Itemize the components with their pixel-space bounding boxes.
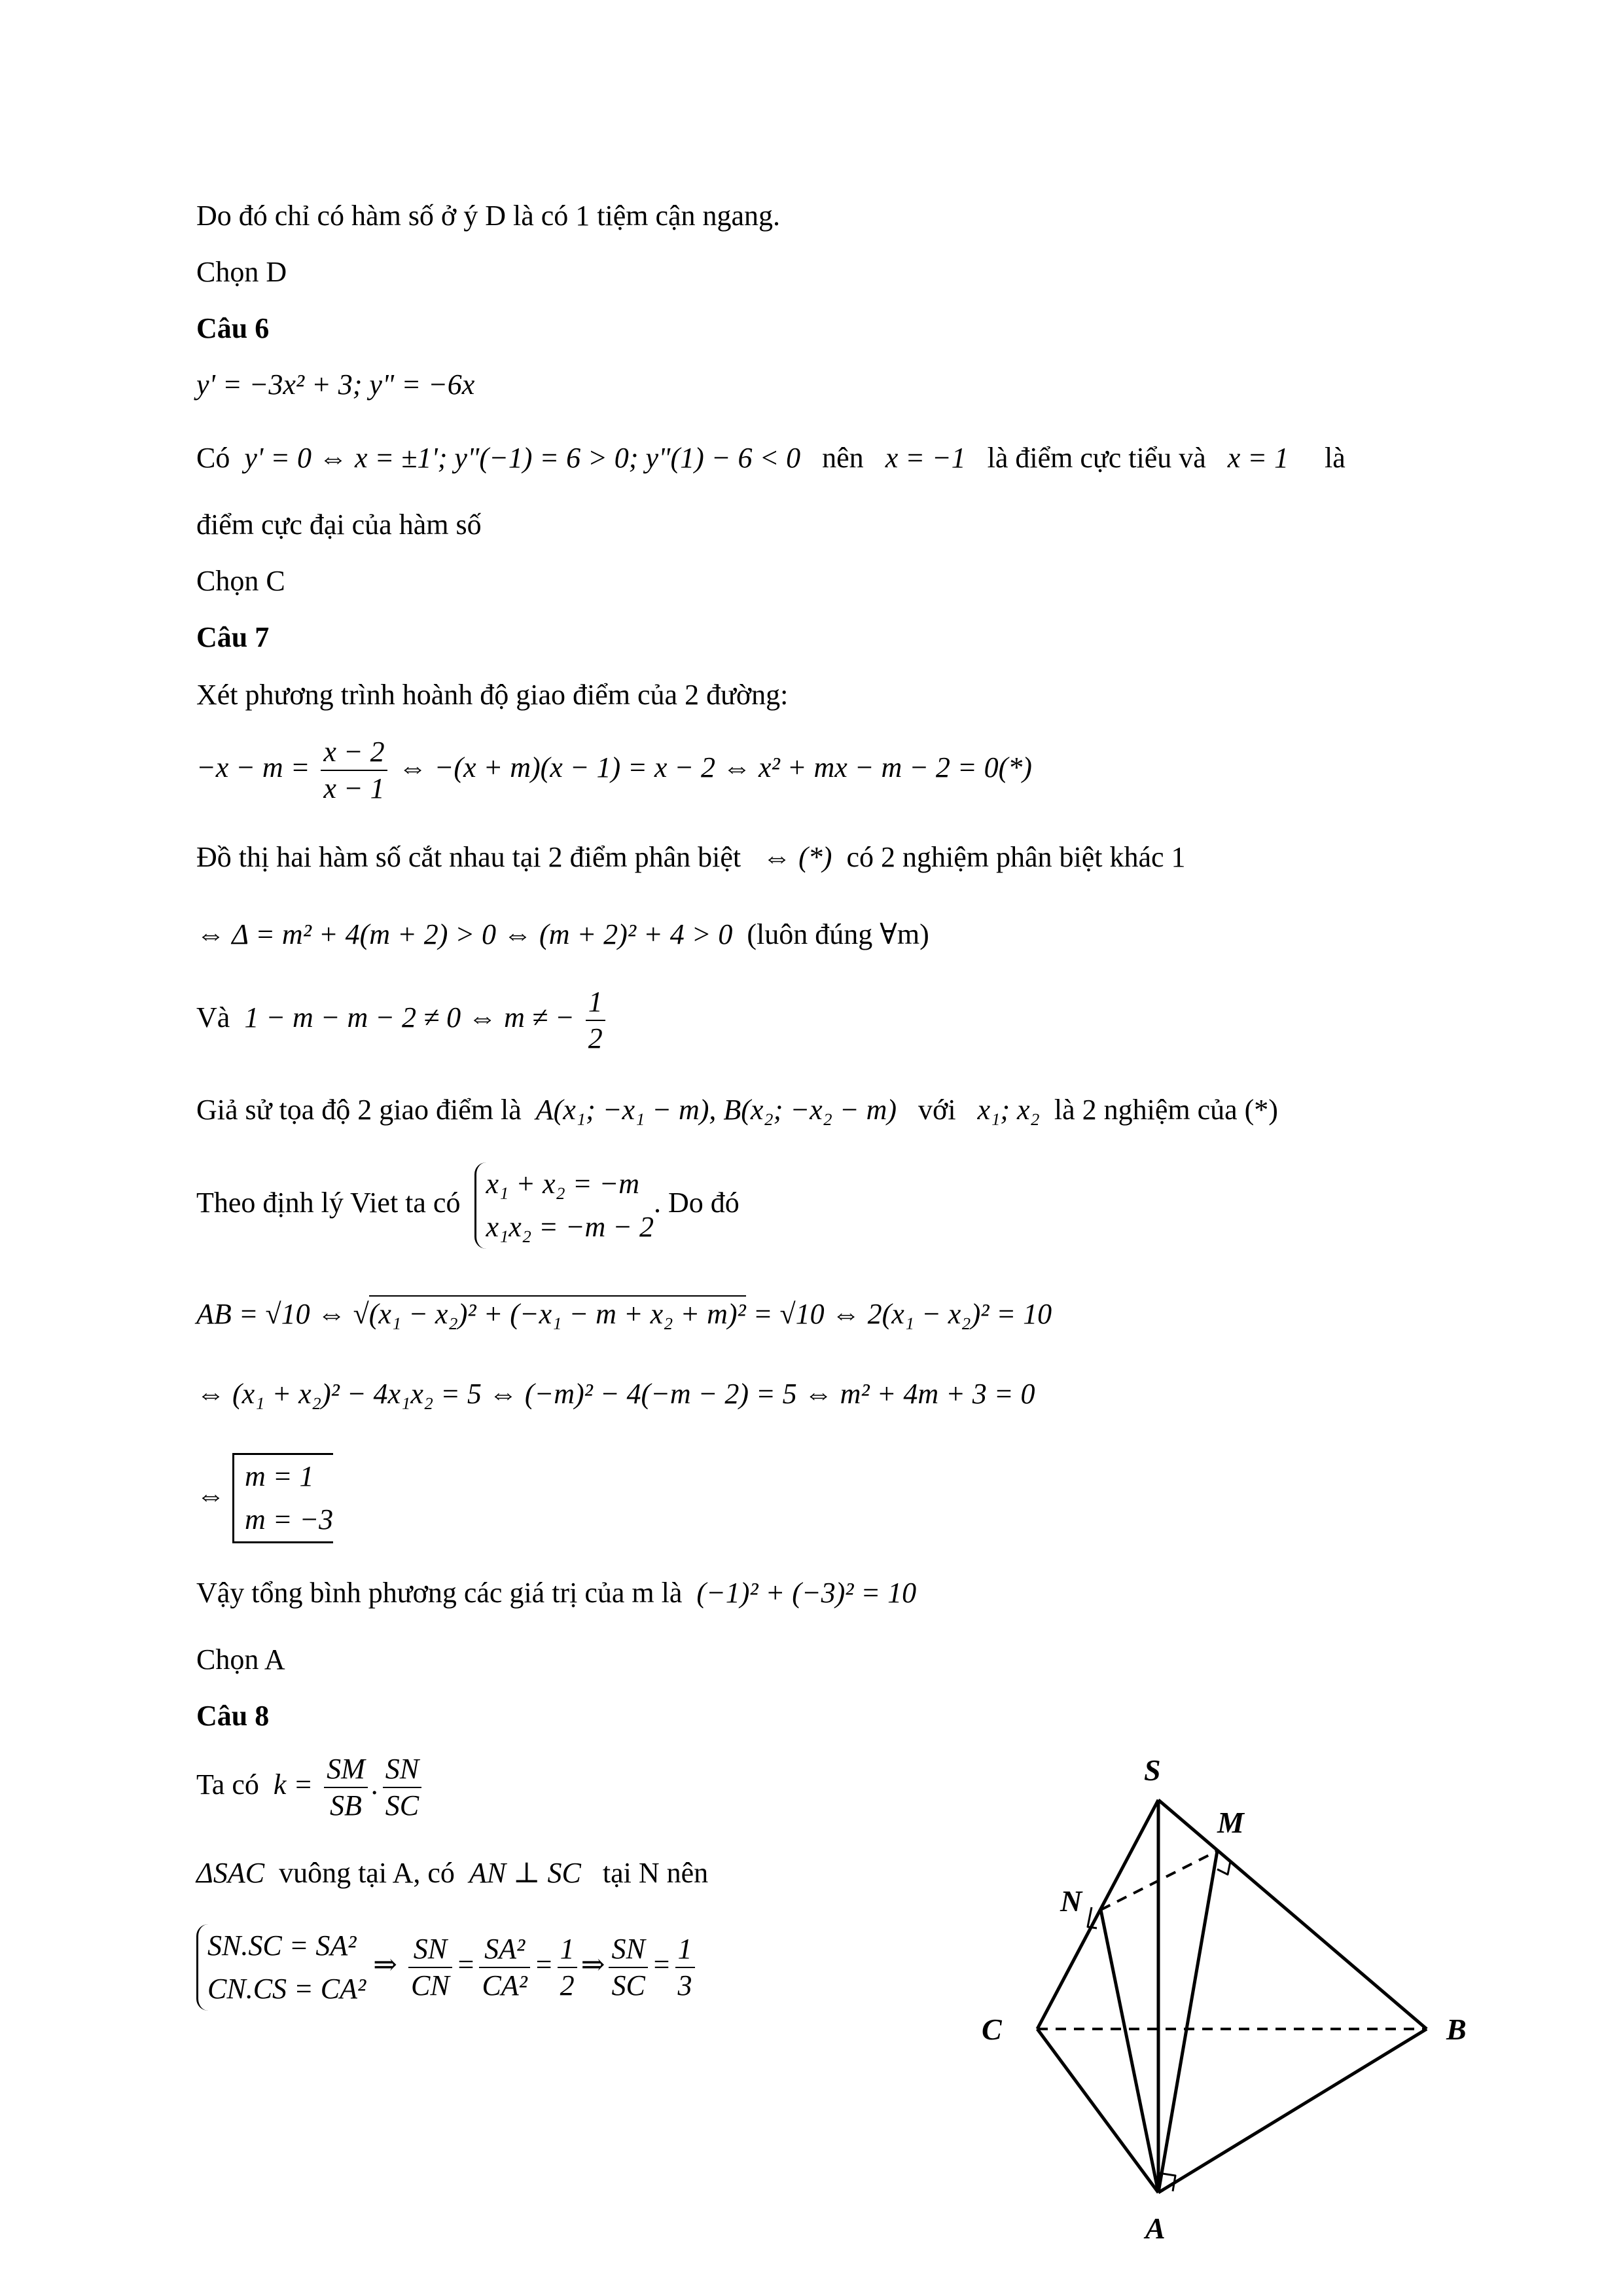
q7-l7-m2: = √10 ⇔ 2(x₁ − x₂)² = 10	[753, 1298, 1052, 1330]
q7-title: Câu 7	[196, 621, 270, 653]
q7-sol-a: m = 1	[245, 1460, 314, 1492]
q7-l6-text: Theo định lý Viet ta có	[196, 1187, 461, 1219]
q8-den-sc: SC	[385, 1789, 419, 1821]
segment-am	[1158, 1851, 1217, 2193]
q8-frac-sn-sc-result	[609, 1931, 647, 2003]
q8-line2	[196, 1854, 708, 1893]
q7-line3	[196, 915, 929, 954]
q8-r-n3: 1	[558, 1931, 577, 1968]
q7-line5	[196, 1090, 1278, 1130]
q6-l1-m3: x = 1	[1227, 442, 1289, 474]
q8-r-n2: SA²	[479, 1931, 529, 1968]
q7-l6-text2: . Do đó	[653, 1187, 740, 1219]
q8-frac-half	[558, 1931, 577, 2003]
q8-r-n4: SN	[609, 1931, 647, 1968]
q7-eq1-rhs: ⇔ −(x + m)(x − 1) = x − 2 ⇔ x² + mx − m − 2 = 0(*)	[398, 751, 1032, 784]
q7-solution-bracket	[232, 1453, 333, 1543]
pyramid-figure	[969, 1741, 1505, 2251]
q7-l4-fraction	[586, 984, 605, 1056]
q7-eq1-fraction	[321, 734, 387, 806]
q6-l1-text3: là	[1325, 442, 1346, 474]
q8-num-sn: SN	[383, 1751, 421, 1788]
q7-l2-text2: có 2 nghiệm phân biệt khác 1	[846, 841, 1186, 873]
q7-l10-text: Vậy tổng bình phương các giá trị của m là	[196, 1577, 683, 1609]
intro-text: Do đó chỉ có hàm số ở ý D là có 1 tiệm cận ngang.	[196, 200, 781, 232]
q8-r-d4: SC	[611, 1969, 645, 2001]
q6-l1-text1: nên	[822, 442, 864, 474]
q7-l7-m1: AB = √10 ⇔	[196, 1298, 346, 1330]
label-c: C	[982, 2013, 1002, 2046]
q8-num-sm: SM	[324, 1751, 368, 1788]
q8-eq-1: =	[455, 1948, 476, 1981]
q6-l1-m2: x = −1	[885, 442, 966, 474]
q8-r-n1: SN	[408, 1931, 452, 1968]
q7-l10-math: (−1)² + (−3)² = 10	[696, 1577, 917, 1609]
q7-line6	[196, 1162, 740, 1249]
q7-l8-math: ⇔ (x₁ + x₂)² − 4x₁x₂ = 5 ⇔ (−m)² − 4(−m − 2) = 5 ⇔ m² + 4m + 3 = 0	[196, 1378, 1035, 1410]
q8-line3	[196, 1924, 699, 2011]
q8-title: Câu 8	[196, 1700, 270, 1732]
q7-viet-2: x₁x₂ = −m − 2	[486, 1211, 654, 1243]
q7-eq1-num: x − 2	[321, 734, 387, 771]
q8-r-d3: 2	[560, 1969, 575, 2001]
q7-l9-pre: ⇔	[196, 1479, 225, 1512]
q6-answer: Chọn C	[196, 565, 285, 597]
q8-den-sb: SB	[329, 1789, 362, 1821]
q7-l5-text: Giả sử tọa độ 2 giao điểm là	[196, 1094, 522, 1126]
q6-l1-text2: là điểm cực tiểu và	[987, 442, 1206, 474]
q8-l2-text2: tại N nên	[602, 1857, 709, 1889]
label-a: A	[1145, 2212, 1166, 2245]
q8-l2-m2: AN ⊥ SC	[469, 1857, 581, 1889]
q7-line1: Xét phương trình hoành độ giao điểm của 2 đường:	[196, 679, 789, 711]
q7-l2-math: ⇔ (*)	[762, 841, 832, 873]
q8-frac-sn-cn	[408, 1931, 452, 2003]
q6-title: Câu 6	[196, 312, 270, 344]
q8-r-d2: CA²	[482, 1969, 527, 2001]
q8-system	[196, 1924, 366, 2011]
q7-l5-math: A(x₁; −x₁ − m), B(x₂; −x₂ − m)	[535, 1094, 897, 1126]
label-n: N	[1060, 1884, 1082, 1918]
q7-equation1	[196, 734, 1032, 806]
q8-arrow-1: ⇒	[373, 1948, 398, 1981]
q6-l1-pre: Có	[196, 442, 230, 474]
q8-l1-text: Ta có	[196, 1768, 259, 1801]
q8-sys-1: SN.SC = SA²	[207, 1929, 357, 1962]
q7-line4	[196, 984, 609, 1056]
edge-sc	[1037, 1800, 1158, 2029]
q6-line1	[196, 439, 1346, 478]
q6-l1-math: y' = 0 ⇔ x = ±1'; y"(−1) = 6 > 0; y"(1) − 6 < 0	[244, 442, 801, 474]
dot-operator: .	[371, 1768, 379, 1801]
q7-l4-math: 1 − m − m − 2 ≠ 0 ⇔ m ≠ −	[244, 1001, 575, 1034]
q7-line7	[196, 1295, 1052, 1334]
q7-l3-math: ⇔ Δ = m² + 4(m + 2) > 0 ⇔ (m + 2)² + 4 > 0	[196, 918, 733, 950]
q8-frac-sm-sb	[324, 1751, 368, 1823]
q8-r-n5: 1	[675, 1931, 695, 1968]
q6-derivative: y' = −3x² + 3; y" = −6x	[196, 368, 475, 401]
q7-viet-1: x₁ + x₂ = −m	[486, 1168, 639, 1200]
q8-frac-sa-ca	[479, 1931, 529, 2003]
q7-l7-root: (x₁ − x₂)² + (−x₁ − m + x₂ + m)²	[369, 1295, 746, 1330]
q8-sys-2: CN.CS = CA²	[207, 1973, 366, 2005]
q7-line2	[196, 838, 1186, 877]
q7-answer: Chọn A	[196, 1643, 285, 1676]
q8-l2-math: ΔSAC	[196, 1857, 265, 1889]
q8-frac-sn-sc	[383, 1751, 421, 1823]
q7-line10	[196, 1573, 916, 1613]
q7-l4-den: 2	[588, 1022, 603, 1054]
q8-line1	[196, 1751, 425, 1823]
q7-line9	[196, 1453, 333, 1543]
label-s: S	[1144, 1753, 1161, 1787]
q7-viet-system	[474, 1162, 654, 1249]
q7-sol-b: m = −3	[245, 1503, 334, 1535]
q7-l5-text2: với	[918, 1094, 956, 1126]
label-b: B	[1446, 2013, 1467, 2046]
q7-l5-m2: x₁; x₂	[977, 1094, 1040, 1126]
q7-l3-text: (luôn đúng ∀m)	[747, 918, 929, 950]
q8-eq-2: =	[533, 1948, 554, 1981]
q7-line8	[196, 1374, 1035, 1414]
q7-l4-num: 1	[586, 984, 605, 1021]
q8-l2-text: vuông tại A, có	[279, 1857, 455, 1889]
q7-eq1-lhs: −x − m =	[196, 751, 310, 784]
edge-ab	[1158, 2029, 1427, 2193]
q8-frac-third	[675, 1931, 695, 2003]
label-m: M	[1217, 1806, 1244, 1839]
q8-eq-3: =	[651, 1948, 671, 1981]
edge-sb	[1158, 1800, 1427, 2029]
right-angle-m	[1217, 1861, 1230, 1874]
q7-l2-text: Đồ thị hai hàm số cắt nhau tại 2 điểm phân biệt	[196, 841, 741, 873]
segment-an	[1101, 1910, 1158, 2193]
q8-l1-math: k =	[273, 1768, 313, 1801]
q7-eq1-den: x − 1	[323, 772, 385, 804]
answer-d: Chọn D	[196, 256, 287, 288]
q8-arrow-2: ⇒	[580, 1948, 605, 1981]
q6-line2: điểm cực đại của hàm số	[196, 509, 482, 541]
q7-l4-text: Và	[196, 1001, 230, 1034]
q8-r-d5: 3	[677, 1969, 692, 2001]
q7-l5-text3: là 2 nghiệm của (*)	[1054, 1094, 1278, 1126]
q8-r-d1: CN	[411, 1969, 450, 2001]
sqrt-symbol: √	[353, 1298, 369, 1330]
